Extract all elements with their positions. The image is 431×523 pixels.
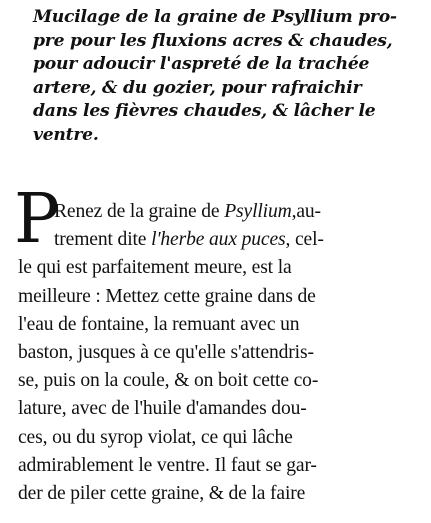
body-line-9: ces, ou du syrop violat, ce qui lâche	[18, 426, 293, 448]
body-line-2-part-a: trement dite	[54, 229, 152, 251]
recipe-heading	[33, 6, 428, 147]
heading-line-3: pour adoucir l'aspreté de la trachée	[33, 54, 370, 74]
body-line-2-part-c: , cel-	[285, 229, 324, 251]
heading-line-6: ventre.	[33, 124, 99, 145]
body-line-5: l'eau de fontaine, la remuant avec un	[18, 313, 300, 335]
heading-line-4: artere, & du gozier, pour rafraichir	[33, 77, 362, 98]
recipe-body-text	[18, 198, 428, 508]
heading-line-2: pre pour les fluxions acres & chaudes,	[33, 30, 393, 51]
body-line-2	[18, 226, 428, 254]
body-line-1	[18, 198, 428, 226]
body-line-11: der de piler cette graine, & de la faire	[18, 483, 306, 505]
drop-cap-initial: P	[14, 180, 60, 259]
heading-line-5: dans les fièvres chaudes, & lâcher le	[33, 101, 376, 121]
body-line-3: le qui est parfaitement meure, est la	[18, 257, 292, 279]
body-line-7: se, puis on la coule, & on boit cette co-	[18, 370, 319, 392]
body-line-1-part-c: ,au-	[291, 201, 321, 222]
body-line-10: admirablement le ventre. Il faut se gar-	[18, 454, 317, 476]
heading-line-1: Mucilage de la graine de Psyllium pro-	[33, 7, 397, 27]
body-line-4: meilleure : Mettez cette graine dans de	[18, 285, 316, 307]
body-line-1-part-a: Renez de la graine de	[54, 201, 225, 222]
body-line-1-plant-name: Psyllium	[224, 201, 292, 222]
body-line-2-common-name: l'herbe aux puces	[151, 229, 286, 251]
body-line-8: lature, avec de l'huile d'amandes dou-	[18, 398, 307, 420]
body-line-6: baston, jusques à ce qu'elle s'attendris-	[18, 342, 314, 364]
